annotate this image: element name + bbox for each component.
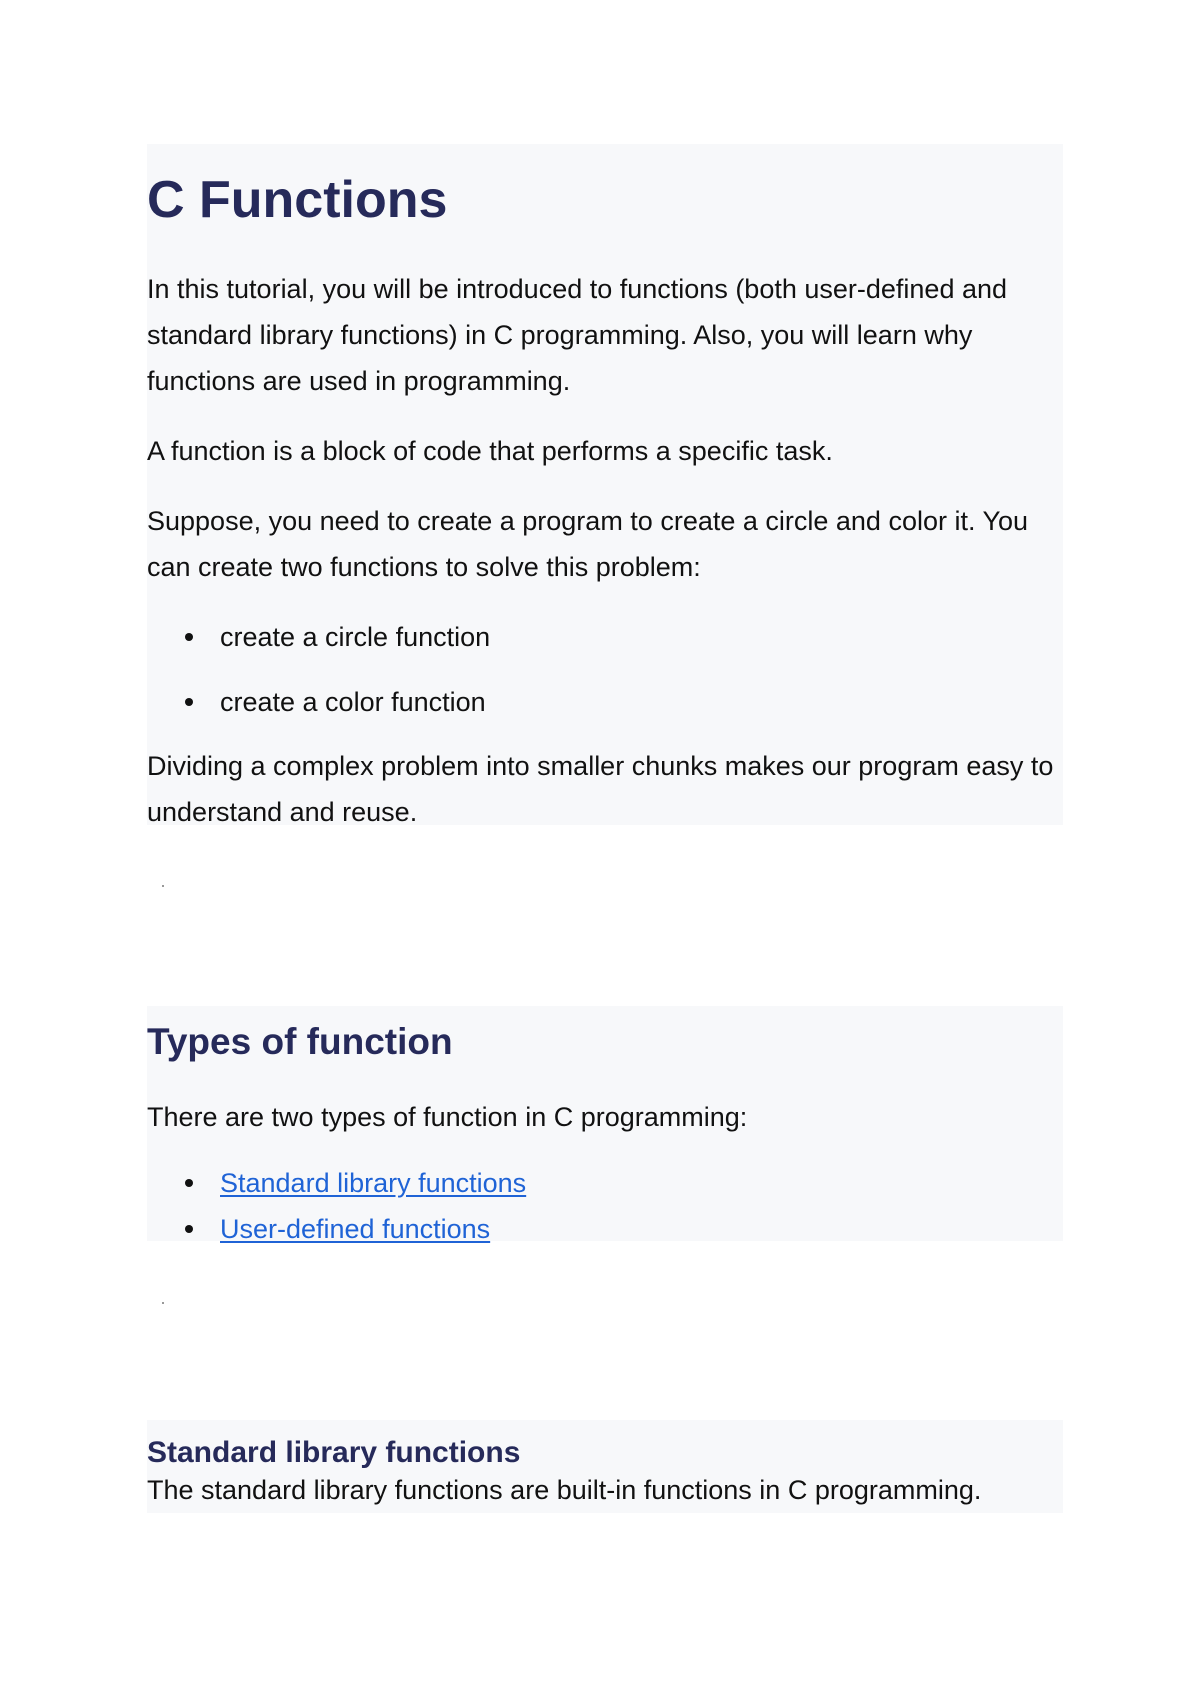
list-item-text: create a color function: [220, 687, 486, 717]
intro-section: [147, 144, 1063, 825]
list-item: [147, 614, 490, 660]
types-heading: Types of function: [147, 1021, 453, 1062]
stdlib-paragraph: The standard library functions are built-in functions in C programming.: [147, 1475, 982, 1505]
function-example-list: [147, 614, 490, 725]
types-paragraph: There are two types of function in C programming:: [147, 1102, 748, 1132]
types-link-list: [147, 1160, 526, 1252]
list-item: [147, 1206, 526, 1252]
list-item: [147, 1160, 526, 1206]
intro-paragraph: In this tutorial, you will be introduced to functions (both user-defined and standard library functions) in C programming. Also, you will learn why functions are used in programming.: [147, 274, 1008, 396]
bullet-icon: [185, 698, 193, 706]
standard-library-link[interactable]: Standard library functions: [220, 1168, 527, 1198]
circle-example-paragraph: Suppose, you need to create a program to create a circle and color it. You can create two functions to solve this problem:: [147, 506, 1029, 582]
stdlib-section: [147, 1420, 1063, 1513]
stdlib-heading: Standard library functions: [147, 1436, 521, 1469]
list-item-text: create a circle function: [220, 622, 491, 652]
dividing-paragraph: Dividing a complex problem into smaller chunks makes our program easy to understand and reuse.: [147, 751, 1054, 827]
list-item: [147, 679, 490, 725]
function-definition: A function is a block of code that performs a specific task.: [147, 436, 833, 466]
divider: [162, 885, 164, 887]
divider: [162, 1302, 164, 1304]
page-title: C Functions: [147, 171, 448, 229]
types-section: [147, 1006, 1063, 1244]
bullet-icon: [185, 633, 193, 641]
user-defined-link[interactable]: User-defined functions: [220, 1214, 491, 1244]
bullet-icon: [185, 1179, 193, 1187]
bullet-icon: [185, 1225, 193, 1233]
